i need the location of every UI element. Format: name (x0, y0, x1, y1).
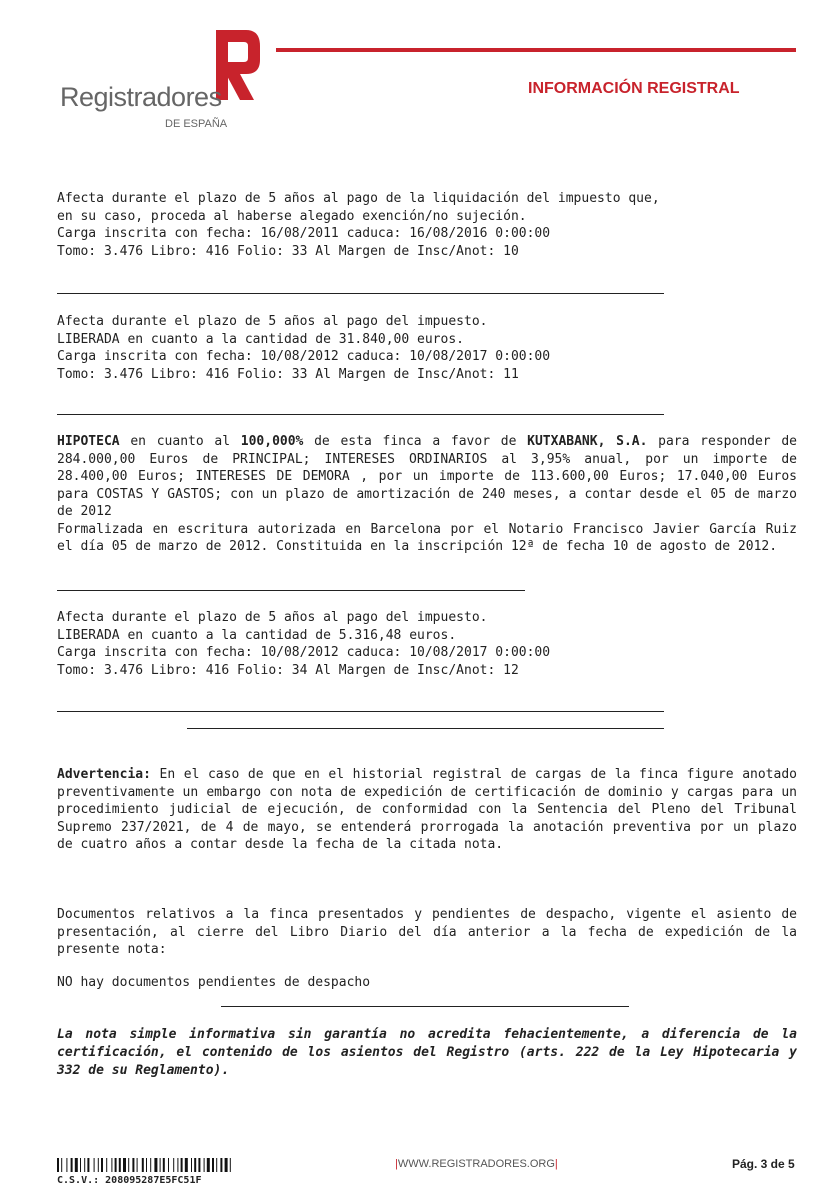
charge-3-line: Carga inscrita con fecha: 10/08/2012 caduca: 10/08/2017 0:00:00 (57, 645, 551, 660)
charge-block-3 (57, 609, 797, 679)
page-title: INFORMACIÓN REGISTRAL (528, 80, 740, 97)
separator-line (57, 590, 525, 591)
advertencia-block (57, 766, 797, 854)
page-number: Pág. 3 de 5 (732, 1157, 795, 1171)
website-bar: | (554, 1158, 558, 1170)
legal-note: La nota simple informativa sin garantía no acredita fehacientemente, a diferencia de la certificación, el contenido de los asientos del Registro (arts. 222 de la Ley Hipotecaria y 332 de su Reglamento). (57, 1027, 797, 1078)
charge-2-line: Afecta durante el plazo de 5 años al pago del impuesto. (57, 314, 488, 329)
website (395, 1158, 558, 1170)
charge-2-line: Carga inscrita con fecha: 10/08/2012 caduca: 10/08/2017 0:00:00 (57, 349, 551, 364)
charge-3-line: Afecta durante el plazo de 5 años al pago del impuesto. (57, 610, 488, 625)
charge-block-1 (57, 190, 797, 260)
barcode-icon (57, 1158, 297, 1172)
charge-3-line: LIBERADA en cuanto a la cantidad de 5.316,48 euros. (57, 627, 457, 643)
hipoteca-label: HIPOTECA (57, 434, 120, 449)
charge-2-line: LIBERADA en cuanto a la cantidad de 31.840,00 euros. (57, 331, 464, 347)
separator-line (57, 414, 664, 415)
hipoteca-bank: KUTXABANK, S.A. (527, 434, 648, 449)
separator-line (221, 1006, 629, 1007)
charge-1-line: en su caso, proceda al haberse alegado exención/no sujeción. (57, 208, 527, 224)
hipoteca-text: de esta finca a favor de (303, 434, 528, 449)
charge-3-line: Tomo: 3.476 Libro: 416 Folio: 34 Al Margen de Insc/Anot: 12 (57, 662, 519, 678)
separator-line (187, 728, 664, 729)
hipoteca-text: en cuanto al (119, 434, 241, 449)
charge-block-2 (57, 313, 797, 383)
header-divider (276, 48, 796, 52)
charge-2-line: Tomo: 3.476 Libro: 416 Folio: 33 Al Margen de Insc/Anot: 11 (57, 366, 519, 382)
registradores-logo (60, 30, 270, 140)
hipoteca-paragraph (57, 433, 797, 521)
advertencia-paragraph (57, 766, 797, 854)
csv-code: C.S.V.: 208095287E5FC51F (57, 1175, 202, 1186)
charge-1-line: Tomo: 3.476 Libro: 416 Folio: 33 Al Margen de Insc/Anot: 10 (57, 243, 519, 259)
hipoteca-block (57, 433, 797, 556)
documentos-status (57, 974, 797, 992)
website-link[interactable]: WWW.REGISTRADORES.ORG (397, 1158, 555, 1170)
advertencia-label: Advertencia: (57, 767, 151, 782)
logo-name: Registradores (60, 82, 222, 112)
advertencia-text: En el caso de que en el historial registral de cargas de la finca figure anotado preventivamente un embargo con nota de expedición de certificación de dominio y cargas para un procedimiento judicial de ejecución, de conformidad con la Sentencia del Pleno del Tribunal Supremo 237/2021, de 4 de mayo, se entenderá prorrogada la anotación preventiva por un plazo de cuatro años a contar desde la fecha de la citada nota. (57, 767, 797, 852)
website-bar: | (395, 1158, 398, 1170)
charge-1-line: Afecta durante el plazo de 5 años al pago de la liquidación del impuesto que, (57, 191, 660, 206)
logo-subtitle: DE ESPAÑA (165, 118, 228, 130)
hipoteca-percentage: 100,000% (240, 434, 304, 449)
separator-line (57, 293, 664, 294)
separator-line (57, 711, 664, 712)
hipoteca-formalization: Formalizada en escritura autorizada en Barcelona por el Notario Francisco Javier García Ruiz el día 05 de marzo de 2012. Constituida en la inscripción 12ª de fecha 10 de agosto de 2012. (57, 521, 797, 554)
charge-1-line: Carga inscrita con fecha: 16/08/2011 caduca: 16/08/2016 0:00:00 (57, 226, 551, 241)
hipoteca-body: para responder de 284.000,00 Euros de PRINCIPAL; INTERESES ORDINARIOS al 3,95% anual, por un importe de 28.400,00 Euros; INTERESES DE DEMORA , por un importe de 113.600,00 Euros; 17.040,00 Euros para COSTAS Y GASTOS; con un plazo de amortización de 240 meses, a contar desde el 05 de marzo de 2012 (57, 434, 797, 519)
documentos-text: Documentos relativos a la finca presentados y pendientes de despacho, vigente el asiento de presentación, al cierre del Libro Diario del día anterior a la fecha de expedición de la presente nota: (57, 907, 797, 957)
documentos-none: NO hay documentos pendientes de despacho (57, 975, 371, 990)
documentos-block (57, 906, 797, 959)
